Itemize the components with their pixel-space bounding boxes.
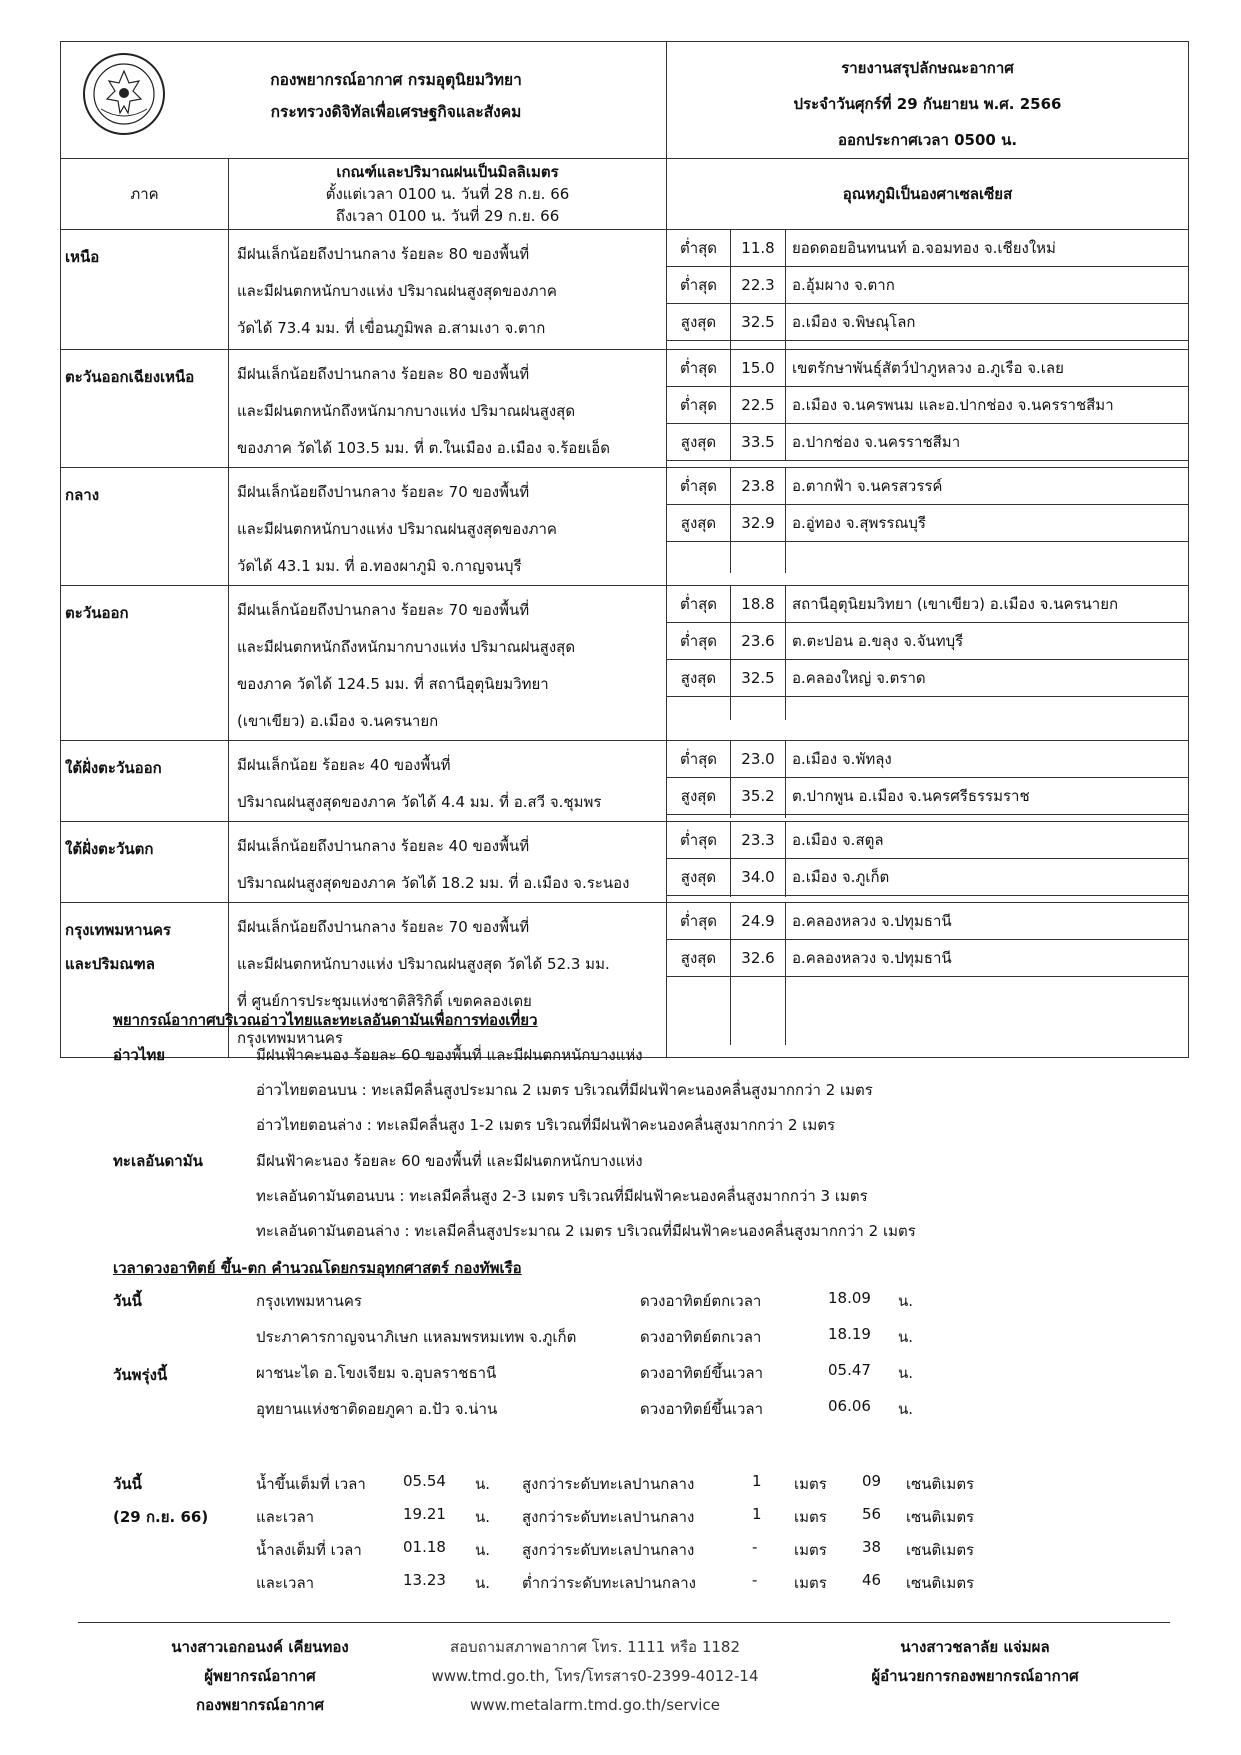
tide-today-label: วันนี้: [113, 1475, 142, 1493]
tide-cm-unit: เซนติเมตร: [906, 1541, 975, 1559]
tide-cm-unit: เซนติเมตร: [906, 1475, 975, 1493]
sun-tomorrow-label: วันพรุ่งนี้: [113, 1366, 168, 1384]
sun-time: 05.47: [828, 1361, 871, 1379]
temp-row: [667, 350, 1188, 387]
sun-unit: น.: [898, 1364, 914, 1382]
temp-kind: ต่ำสุด: [667, 822, 731, 859]
sun-time: 06.06: [828, 1397, 871, 1415]
temp-value: 11.8: [731, 230, 786, 267]
temp-location: อ.ตากฟ้า จ.นครสวรรค์: [786, 468, 1189, 505]
temp-value: 32.9: [731, 505, 786, 542]
report-date: ประจำวันศุกร์ที่ 29 กันยายน พ.ศ. 2566: [793, 95, 1062, 113]
temperature-cell: [667, 586, 1189, 741]
tide-meters: 1: [752, 1505, 762, 1523]
region-row: [61, 903, 1189, 1058]
temp-kind: ต่ำสุด: [667, 350, 731, 387]
temp-row: [667, 778, 1188, 815]
temperature-cell: [667, 741, 1189, 822]
temp-location: อ.ปากช่อง จ.นครราชสีมา: [786, 424, 1189, 461]
tide-meter-unit: เมตร: [794, 1508, 827, 1526]
temp-row: [667, 822, 1188, 859]
sun-location: ประภาคารกาญจนาภิเษก แหลมพรหมเทพ จ.ภูเก็ต: [256, 1328, 577, 1346]
region-column-header: ภาค: [61, 159, 229, 230]
temp-value: 32.5: [731, 660, 786, 697]
temp-location: อ.เมือง จ.สตูล: [786, 822, 1189, 859]
tide-date-label: (29 ก.ย. 66): [113, 1508, 209, 1526]
tide-meters: -: [752, 1538, 758, 1556]
temp-kind: สูงสุด: [667, 859, 731, 896]
temp-value: 23.0: [731, 741, 786, 778]
region-row: [61, 586, 1189, 741]
tide-meter-unit: เมตร: [794, 1541, 827, 1559]
temp-row: [667, 623, 1188, 660]
tide-cm-unit: เซนติเมตร: [906, 1508, 975, 1526]
temp-row: [667, 424, 1188, 461]
sun-time: 18.09: [828, 1289, 871, 1307]
temp-value: 23.3: [731, 822, 786, 859]
region-name: ใต้ฝั่งตะวันออก: [61, 741, 229, 822]
temp-row: [667, 940, 1188, 977]
temp-kind: ต่ำสุด: [667, 741, 731, 778]
temp-kind: ต่ำสุด: [667, 903, 731, 940]
temp-value: 22.5: [731, 387, 786, 424]
tide-meters: -: [752, 1571, 758, 1589]
rain-summary: มีฝนเล็กน้อยถึงปานกลาง ร้อยละ 40 ของพื้นที่ ปริมาณฝนสูงสุดของภาค วัดได้ 18.2 มม. ที่ อ.เมือง จ.ระนอง: [229, 822, 667, 903]
sun-location: ผาชนะได อ.โขงเจียม จ.อุบลราชธานี: [256, 1364, 497, 1382]
temp-location: อ.เมือง จ.พัทลุง: [786, 741, 1189, 778]
temp-value: 32.6: [731, 940, 786, 977]
forecaster-signature: นางสาวเอกอนงค์ เคียนทอง ผู้พยากรณ์อากาศ กองพยากรณ์อากาศ: [171, 1638, 349, 1714]
sun-event: ดวงอาทิตย์ขึ้นเวลา: [640, 1400, 764, 1418]
gulf-line: อ่าวไทยตอนล่าง : ทะเลมีคลื่นสูง 1-2 เมตร บริเวณที่มีฝนฟ้าคะนองคลื่นสูงมากกว่า 2 เมตร: [256, 1116, 836, 1134]
tmd-seal-icon: [81, 51, 167, 137]
temp-kind: ต่ำสุด: [667, 230, 731, 267]
temp-row: [667, 267, 1188, 304]
temp-row: [667, 304, 1188, 341]
tide-event: น้ำลงเต็มที่ เวลา: [256, 1541, 362, 1559]
andaman-label: ทะเลอันดามัน: [113, 1152, 203, 1170]
temp-value: 32.5: [731, 304, 786, 341]
temp-column-header: อุณหภูมิเป็นองศาเซลเซียส: [667, 159, 1189, 230]
tide-time: 13.23: [403, 1571, 446, 1589]
temp-location: อ.เมือง จ.ภูเก็ต: [786, 859, 1189, 896]
rain-column-header: เกณฑ์และปริมาณฝนเป็นมิลลิเมตร ตั้งแต่เวลา 0100 น. วันที่ 28 ก.ย. 66 ถึงเวลา 0100 น. วันที่ 29 ก.ย. 66: [229, 159, 667, 230]
rain-summary: มีฝนเล็กน้อยถึงปานกลาง ร้อยละ 70 ของพื้นที่ และมีฝนตกหนักบางแห่ง ปริมาณฝนสูงสุด วัดได้ 52.3 มม. ที่ ศูนย์การประชุมแห่งชาติสิริกิติ์ เขตคลองเตย กรุงเทพมหานคร: [229, 903, 667, 1058]
rain-summary: มีฝนเล็กน้อยถึงปานกลาง ร้อยละ 70 ของพื้นที่ และมีฝนตกหนักบางแห่ง ปริมาณฝนสูงสุดของภาค วัดได้ 43.1 มม. ที่ อ.ทองผาภูมิ จ.กาญจนบุรี: [229, 468, 667, 586]
marine-title: พยากรณ์อากาศบริเวณอ่าวไทยและทะเลอันดามันเพื่อการท่องเที่ยว: [113, 1011, 538, 1029]
temp-value: 23.6: [731, 623, 786, 660]
temp-location: ต.ปากพูน อ.เมือง จ.นครศรีธรรมราช: [786, 778, 1189, 815]
sun-unit: น.: [898, 1328, 914, 1346]
temp-value: 22.3: [731, 267, 786, 304]
tide-time-unit: น.: [475, 1475, 491, 1493]
tide-reference: ต่ำกว่าระดับทะเลปานกลาง: [522, 1574, 696, 1592]
temp-kind: สูงสุด: [667, 304, 731, 341]
tide-time-unit: น.: [475, 1541, 491, 1559]
temp-location: สถานีอุตุนิยมวิทยา (เขาเขียว) อ.เมือง จ.นครนายก: [786, 586, 1189, 623]
contact-info: สอบถามสภาพอากาศ โทร. 1111 หรือ 1182 www.tmd.go.th, โทร/โทรสาร0-2399-4012-14 www.metalarm.tmd.go.th/service: [410, 1633, 780, 1720]
region-row: [61, 350, 1189, 468]
temp-location: อ.คลองหลวง จ.ปทุมธานี: [786, 940, 1189, 977]
temp-value: 35.2: [731, 778, 786, 815]
report-issued-time: ออกประกาศเวลา 0500 น.: [837, 131, 1018, 149]
region-row: [61, 822, 1189, 903]
footer-divider: [78, 1622, 1170, 1623]
tide-centimeters: 38: [862, 1538, 882, 1556]
tide-centimeters: 46: [862, 1571, 882, 1589]
sun-location: กรุงเทพมหานคร: [256, 1292, 362, 1310]
temp-kind: สูงสุด: [667, 505, 731, 542]
region-name: ตะวันออกเฉียงเหนือ: [61, 350, 229, 468]
andaman-line: มีฝนฟ้าคะนอง ร้อยละ 60 ของพื้นที่ และมีฝนตกหนักบางแห่ง: [256, 1152, 643, 1170]
temp-row: [667, 660, 1188, 697]
temp-kind: สูงสุด: [667, 940, 731, 977]
tide-reference: สูงกว่าระดับทะเลปานกลาง: [522, 1541, 695, 1559]
tide-time: 05.54: [403, 1472, 446, 1490]
temp-location: อ.อู่ทอง จ.สุพรรณบุรี: [786, 505, 1189, 542]
temp-location: อ.อุ้มผาง จ.ตาก: [786, 267, 1189, 304]
tide-time-unit: น.: [475, 1508, 491, 1526]
tide-centimeters: 09: [862, 1472, 882, 1490]
region-row: [61, 741, 1189, 822]
temp-row: [667, 468, 1188, 505]
tide-meter-unit: เมตร: [794, 1574, 827, 1592]
temp-location: อ.เมือง จ.นครพนม และอ.ปากช่อง จ.นครราชสีมา: [786, 387, 1189, 424]
rain-summary: มีฝนเล็กน้อยถึงปานกลาง ร้อยละ 80 ของพื้นที่ และมีฝนตกหนักถึงหนักมากบางแห่ง ปริมาณฝนสูงสุด ของภาค วัดได้ 103.5 มม. ที่ ต.ในเมือง อ.เมือง จ.ร้อยเอ็ด: [229, 350, 667, 468]
tide-reference: สูงกว่าระดับทะเลปานกลาง: [522, 1475, 695, 1493]
temp-row: [667, 903, 1188, 940]
director-signature: นางสาวชลาลัย แจ่มผล ผู้อำนวยการกองพยากรณ์อากาศ: [871, 1638, 1079, 1685]
temperature-cell: [667, 468, 1189, 586]
andaman-line: ทะเลอันดามันตอนบน : ทะเลมีคลื่นสูง 2-3 เมตร บริเวณที่มีฝนฟ้าคะนองคลื่นสูงมากกว่า 3 เมตร: [256, 1187, 868, 1205]
sun-unit: น.: [898, 1292, 914, 1310]
region-name: เหนือ: [61, 230, 229, 350]
temp-kind: ต่ำสุด: [667, 623, 731, 660]
temperature-cell: [667, 350, 1189, 468]
region-row: [61, 468, 1189, 586]
header-org-cell: [61, 42, 667, 159]
temp-kind: สูงสุด: [667, 778, 731, 815]
tide-time: 19.21: [403, 1505, 446, 1523]
ministry-name: กระทรวงดิจิทัลเพื่อเศรษฐกิจและสังคม: [270, 103, 522, 121]
region-name: ใต้ฝั่งตะวันตก: [61, 822, 229, 903]
tide-time: 01.18: [403, 1538, 446, 1556]
temp-value: 24.9: [731, 903, 786, 940]
region-name: ตะวันออก: [61, 586, 229, 741]
org-name: กองพยากรณ์อากาศ กรมอุตุนิยมวิทยา: [270, 71, 522, 89]
sun-title: เวลาดวงอาทิตย์ ขึ้น-ตก คำนวณโดยกรมอุทกศาสตร์ กองทัพเรือ: [113, 1259, 522, 1277]
region-row: [61, 230, 1189, 350]
sun-today-label: วันนี้: [113, 1292, 142, 1310]
tide-event: น้ำขึ้นเต็มที่ เวลา: [256, 1475, 366, 1493]
tide-event: และเวลา: [256, 1574, 315, 1592]
tide-meter-unit: เมตร: [794, 1475, 827, 1493]
temp-location: ต.ตะปอน อ.ขลุง จ.จันทบุรี: [786, 623, 1189, 660]
report-title-cell: [667, 42, 1189, 159]
sun-location: อุทยานแห่งชาติดอยภูคา อ.ปัว จ.น่าน: [256, 1400, 498, 1418]
temp-value: 33.5: [731, 424, 786, 461]
temp-location: อ.เมือง จ.พิษณุโลก: [786, 304, 1189, 341]
tide-event: และเวลา: [256, 1508, 315, 1526]
temp-location: ยอดดอยอินทนนท์ อ.จอมทอง จ.เชียงใหม่: [786, 230, 1189, 267]
sun-event: ดวงอาทิตย์ตกเวลา: [640, 1328, 762, 1346]
gulf-line: มีฝนฟ้าคะนอง ร้อยละ 60 ของพื้นที่ และมีฝนตกหนักบางแห่ง: [256, 1046, 643, 1064]
sun-event: ดวงอาทิตย์ตกเวลา: [640, 1292, 762, 1310]
temp-row: [667, 586, 1188, 623]
temp-row: [667, 859, 1188, 896]
temp-kind: สูงสุด: [667, 660, 731, 697]
tide-cm-unit: เซนติเมตร: [906, 1574, 975, 1592]
region-name: กรุงเทพมหานคร และปริมณฑล: [61, 903, 229, 1058]
temp-value: 15.0: [731, 350, 786, 387]
temp-kind: ต่ำสุด: [667, 267, 731, 304]
temp-kind: ต่ำสุด: [667, 468, 731, 505]
sun-unit: น.: [898, 1400, 914, 1418]
gulf-label: อ่าวไทย: [113, 1046, 166, 1064]
temp-location: อ.คลองใหญ่ จ.ตราด: [786, 660, 1189, 697]
temp-kind: ต่ำสุด: [667, 387, 731, 424]
temp-value: 18.8: [731, 586, 786, 623]
sun-event: ดวงอาทิตย์ขึ้นเวลา: [640, 1364, 764, 1382]
gulf-line: อ่าวไทยตอนบน : ทะเลมีคลื่นสูงประมาณ 2 เมตร บริเวณที่มีฝนฟ้าคะนองคลื่นสูงมากกว่า 2 เมตร: [256, 1081, 873, 1099]
temp-value: 23.8: [731, 468, 786, 505]
temp-kind: ต่ำสุด: [667, 586, 731, 623]
rain-summary: มีฝนเล็กน้อยถึงปานกลาง ร้อยละ 70 ของพื้นที่ และมีฝนตกหนักถึงหนักมากบางแห่ง ปริมาณฝนสูงสุด ของภาค วัดได้ 124.5 มม. ที่ สถานีอุตุนิยมวิทยา (เขาเขียว) อ.เมือง จ.นครนายก: [229, 586, 667, 741]
temp-kind: สูงสุด: [667, 424, 731, 461]
metalarm-link[interactable]: www.metalarm.tmd.go.th/service: [470, 1696, 720, 1714]
tide-centimeters: 56: [862, 1505, 882, 1523]
temp-row: [667, 741, 1188, 778]
tmd-website-link[interactable]: www.tmd.go.th, โทร/โทรสาร0-2399-4012-14: [431, 1667, 759, 1685]
temperature-cell: [667, 903, 1189, 1058]
report-title: รายงานสรุปลักษณะอากาศ: [841, 59, 1014, 77]
temp-row: [667, 230, 1188, 267]
rain-summary: มีฝนเล็กน้อย ร้อยละ 40 ของพื้นที่ ปริมาณฝนสูงสุดของภาค วัดได้ 4.4 มม. ที่ อ.สวี จ.ชุมพร: [229, 741, 667, 822]
andaman-line: ทะเลอันดามันตอนล่าง : ทะเลมีคลื่นสูงประมาณ 2 เมตร บริเวณที่มีฝนฟ้าคะนองคลื่นสูงมากกว่า 2 เมตร: [256, 1222, 916, 1240]
weather-summary-table: [60, 41, 1189, 1058]
region-name: กลาง: [61, 468, 229, 586]
sun-time: 18.19: [828, 1325, 871, 1343]
temp-row: [667, 505, 1188, 542]
temperature-cell: [667, 822, 1189, 903]
temp-row: [667, 387, 1188, 424]
temp-location: อ.คลองหลวง จ.ปทุมธานี: [786, 903, 1189, 940]
tide-time-unit: น.: [475, 1574, 491, 1592]
tide-reference: สูงกว่าระดับทะเลปานกลาง: [522, 1508, 695, 1526]
rain-summary: มีฝนเล็กน้อยถึงปานกลาง ร้อยละ 80 ของพื้นที่ และมีฝนตกหนักบางแห่ง ปริมาณฝนสูงสุดของภาค วัดได้ 73.4 มม. ที่ เขื่อนภูมิพล อ.สามเงา จ.ตาก: [229, 230, 667, 350]
temp-location: เขตรักษาพันธุ์สัตว์ป่าภูหลวง อ.ภูเรือ จ.เลย: [786, 350, 1189, 387]
temp-value: 34.0: [731, 859, 786, 896]
tide-meters: 1: [752, 1472, 762, 1490]
temperature-cell: [667, 230, 1189, 350]
